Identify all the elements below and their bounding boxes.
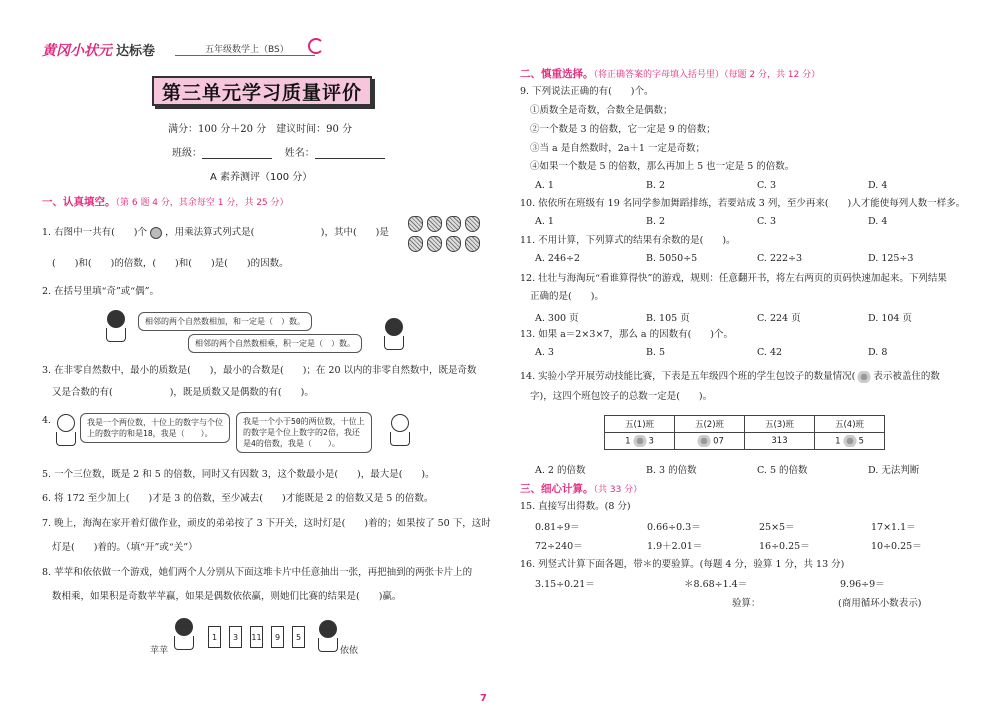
choices-13 [535, 347, 979, 358]
table-header: 五(4)班 [815, 416, 885, 433]
speech-bubble-4: 我是一个小于50的两位数，十位上 的数字是个位上数字的2倍，我还 是4的倍数，我是（ ）。 [236, 412, 372, 453]
frog-illustration [54, 414, 78, 446]
girl-illustration [104, 310, 128, 342]
table-cell: 1 5 [815, 433, 885, 450]
calc-item: 10÷0.25＝ [871, 541, 922, 552]
question-12: 12. 壮壮与海淘玩“看谁算得快”的游戏，规则：任意翻开书，将左右两页的页码快速加起来。下列结果 [520, 273, 947, 284]
grade-tag: 五年级数学上（BS） [175, 42, 315, 56]
choice-c[interactable]: C. 224 页 [757, 313, 801, 324]
number-card: 11 [250, 626, 263, 648]
choice-d[interactable]: D. 4 [868, 216, 888, 227]
masks-figure [408, 216, 476, 252]
vertical-calc-1: 3.15÷0.21＝ [535, 579, 595, 590]
girl-illustration [382, 318, 406, 350]
part-a-heading: A 素养测评（100 分） [210, 172, 313, 183]
number-card: 3 [229, 626, 242, 648]
calc-item: 72÷240＝ [535, 541, 583, 552]
section-2-heading: 二、慎重选择。（将正确答案的字母填入括号里）（每题 2 分，共 12 分） [520, 68, 821, 80]
choice-a[interactable]: A. 246÷2 [535, 253, 581, 264]
question-12-line-2: 正确的是( )。 [530, 291, 604, 302]
question-16: 16. 列竖式计算下面各题，带＊的要验算。(每题 4 分，验算 1 分，共 13 分) [520, 559, 845, 570]
question-2: 2. 在括号里填“奇”或“偶”。 [42, 286, 160, 297]
statement-3: ③当 a 是自然数时，2a＋1 一定是奇数； [530, 143, 705, 154]
caption-pingping: 苹苹 [150, 646, 169, 656]
question-14-line-2: 字)，这四个班包饺子的总数一定是( )。 [530, 391, 713, 402]
choice-b[interactable]: B. 2 [646, 216, 666, 227]
question-1-line-2: ( )和( )的倍数，( )和( )是( )的因数。 [52, 258, 289, 269]
number-card: 9 [271, 626, 284, 648]
question-1: 1. 右图中一共有( )个 ，用乘法算式列式是( )，其中( )是 [42, 227, 389, 238]
calc-item: 0.81÷9＝ [535, 522, 580, 533]
table-cell: 1 3 [605, 433, 675, 450]
mask-icon [427, 216, 442, 232]
question-8-line-2: 数相乘，如果积是奇数苹苹赢，如果是偶数依依赢，则她们比赛的结果是( )赢。 [52, 591, 402, 602]
calc-item: 16÷0.25＝ [759, 541, 810, 552]
mask-icon [446, 236, 461, 252]
number-card: 1 [208, 626, 221, 648]
choices-11 [535, 253, 979, 264]
choice-a[interactable]: A. 2 的倍数 [535, 465, 586, 476]
calc-item: 17×1.1＝ [871, 522, 916, 533]
number-card: 5 [292, 626, 305, 648]
statement-4: ④如果一个数是 5 的倍数，那么再加上 5 也一定是 5 的倍数。 [530, 161, 795, 172]
question-3: 3. 在非零自然数中，最小的质数是( )，最小的合数是( )；在 20 以内的非零自然数中，既是奇数 [42, 365, 477, 376]
choice-d[interactable]: D. 104 页 [868, 313, 912, 324]
girl-illustration [316, 620, 340, 652]
vertical-calc-3: 9.96÷9＝ [840, 579, 885, 590]
choice-a[interactable]: A. 1 [535, 216, 554, 227]
table-cell: 313 [745, 433, 815, 450]
statement-2: ②一个数是 3 的倍数，它一定是 9 的倍数； [530, 124, 716, 135]
table-header: 五(3)班 [745, 416, 815, 433]
caption-yiyi: 依依 [340, 646, 359, 656]
choice-d[interactable]: D. 无法判断 [868, 465, 920, 476]
question-13: 13. 如果 a＝2×3×7，那么 a 的因数有( )个。 [520, 329, 733, 340]
splat-icon [855, 371, 873, 383]
check-label: 验算： [732, 598, 761, 609]
calc-row-1 [535, 519, 983, 533]
table-cell: 07 [675, 433, 745, 450]
splat-icon [841, 435, 859, 447]
choice-c[interactable]: C. 222÷3 [757, 253, 803, 264]
section-1-heading: 一、认真填空。（第 6 题 4 分，其余每空 1 分，共 25 分） [42, 196, 289, 208]
table-header: 五(2)班 [675, 416, 745, 433]
question-15: 15. 直接写出得数。(8 分) [520, 501, 631, 512]
choice-b[interactable]: B. 5 [646, 347, 666, 358]
choice-b[interactable]: B. 105 页 [646, 313, 690, 324]
choice-b[interactable]: B. 2 [646, 180, 666, 191]
mask-icon [465, 236, 480, 252]
speech-bubble-3: 我是一个两位数，十位上的数字与个位 上的数字的和是18，我是（ ）。 [80, 413, 230, 443]
choice-b[interactable]: B. 5050÷5 [646, 253, 698, 264]
recurring-note: (商用循环小数表示) [838, 598, 922, 609]
question-5: 5. 一个三位数，既是 2 和 5 的倍数，同时又有因数 3，这个数最小是( )，最大是( )。 [42, 469, 435, 480]
mask-icon [427, 236, 442, 252]
mask-icon [446, 216, 461, 232]
dumpling-table [604, 415, 885, 450]
question-3-line-2: 又是合数的有( )，既是质数又是偶数的有( )。 [52, 387, 314, 398]
score-time-info: 满分：100 分＋20 分 建议时间：90 分 [168, 124, 353, 135]
choice-b[interactable]: B. 3 的倍数 [646, 465, 697, 476]
section-3-heading: 三、细心计算。（共 33 分） [520, 483, 643, 495]
choice-c[interactable]: C. 3 [757, 180, 777, 191]
speech-bubble-2: 相邻的两个自然数相乘，积一定是（ ）数。 [188, 334, 362, 353]
speech-bubble-1: 相邻的两个自然数相加，和一定是（ ）数。 [138, 312, 312, 331]
choice-d[interactable]: D. 125÷3 [868, 253, 914, 264]
choice-d[interactable]: D. 8 [868, 347, 888, 358]
page-number: 7 [480, 693, 487, 704]
swirl-icon [308, 38, 324, 54]
choices-14 [535, 462, 979, 476]
number-cards [208, 626, 305, 648]
choice-d[interactable]: D. 4 [868, 180, 888, 191]
page-title: 第三单元学习质量评价 [152, 76, 372, 106]
class-field[interactable] [202, 149, 272, 159]
question-8: 8. 苹苹和依依做一个游戏，她们两个人分别从下面这堆卡片中任意抽出一张，再把抽到的两张卡片上的 [42, 567, 473, 578]
splat-icon [695, 435, 713, 447]
question-4: 4. [42, 415, 52, 426]
student-info: 班级： 姓名： [172, 144, 385, 159]
calc-item: 25×5＝ [759, 522, 795, 533]
mask-icon [408, 236, 423, 252]
statement-1: ①质数全是奇数，合数全是偶数； [530, 105, 673, 116]
girl-illustration [172, 618, 196, 650]
question-6: 6. 将 172 至少加上( )才是 3 的倍数，至少减去( )才能既是 2 的倍数又是 5 的倍数。 [42, 493, 434, 504]
mask-icon [465, 216, 480, 232]
choices-12 [535, 310, 979, 324]
frog-illustration [388, 414, 412, 446]
choice-c[interactable]: C. 3 [757, 216, 777, 227]
choice-a[interactable]: A. 300 页 [535, 313, 579, 324]
calc-item: 0.66÷0.3＝ [647, 522, 701, 533]
question-10: 10. 依依所在班级有 19 名同学参加舞蹈排练，若要站成 3 列，至少再来( )人才能使每列人数一样多。 [520, 198, 966, 209]
question-11: 11. 不用计算，下列算式的结果有余数的是( )。 [520, 235, 736, 246]
table-header: 五(1)班 [605, 416, 675, 433]
choice-a[interactable]: A. 1 [535, 180, 554, 191]
choices-9 [535, 180, 979, 191]
vertical-calc-2: ＊8.68÷1.4＝ [684, 579, 748, 590]
question-7: 7. 晚上，海淘在家开着灯做作业，顽皮的弟弟按了 3 下开关，这时灯是( )着的；如果按了 50 下，这时 [42, 518, 491, 529]
brand-logo: 黄冈小状元 达标卷 [42, 43, 156, 59]
calc-item: 1.9＋2.01＝ [647, 541, 703, 552]
choices-10 [535, 216, 979, 227]
question-7-line-2: 灯是( )着的。（填“开”或“关”） [52, 542, 198, 553]
question-9: 9. 下列说法正确的有( )个。 [520, 86, 654, 97]
choice-c[interactable]: C. 5 的倍数 [757, 465, 808, 476]
splat-icon [631, 435, 649, 447]
question-14: 14. 实验小学开展劳动技能比赛，下表是五年级四个班的学生包饺子的数量情况( 表示被盖住的数 [520, 371, 940, 382]
choice-a[interactable]: A. 3 [535, 347, 554, 358]
mask-icon [150, 227, 162, 239]
name-field[interactable] [315, 149, 385, 159]
mask-icon [408, 216, 423, 232]
choice-c[interactable]: C. 42 [757, 347, 783, 358]
calc-row-2 [535, 538, 983, 552]
